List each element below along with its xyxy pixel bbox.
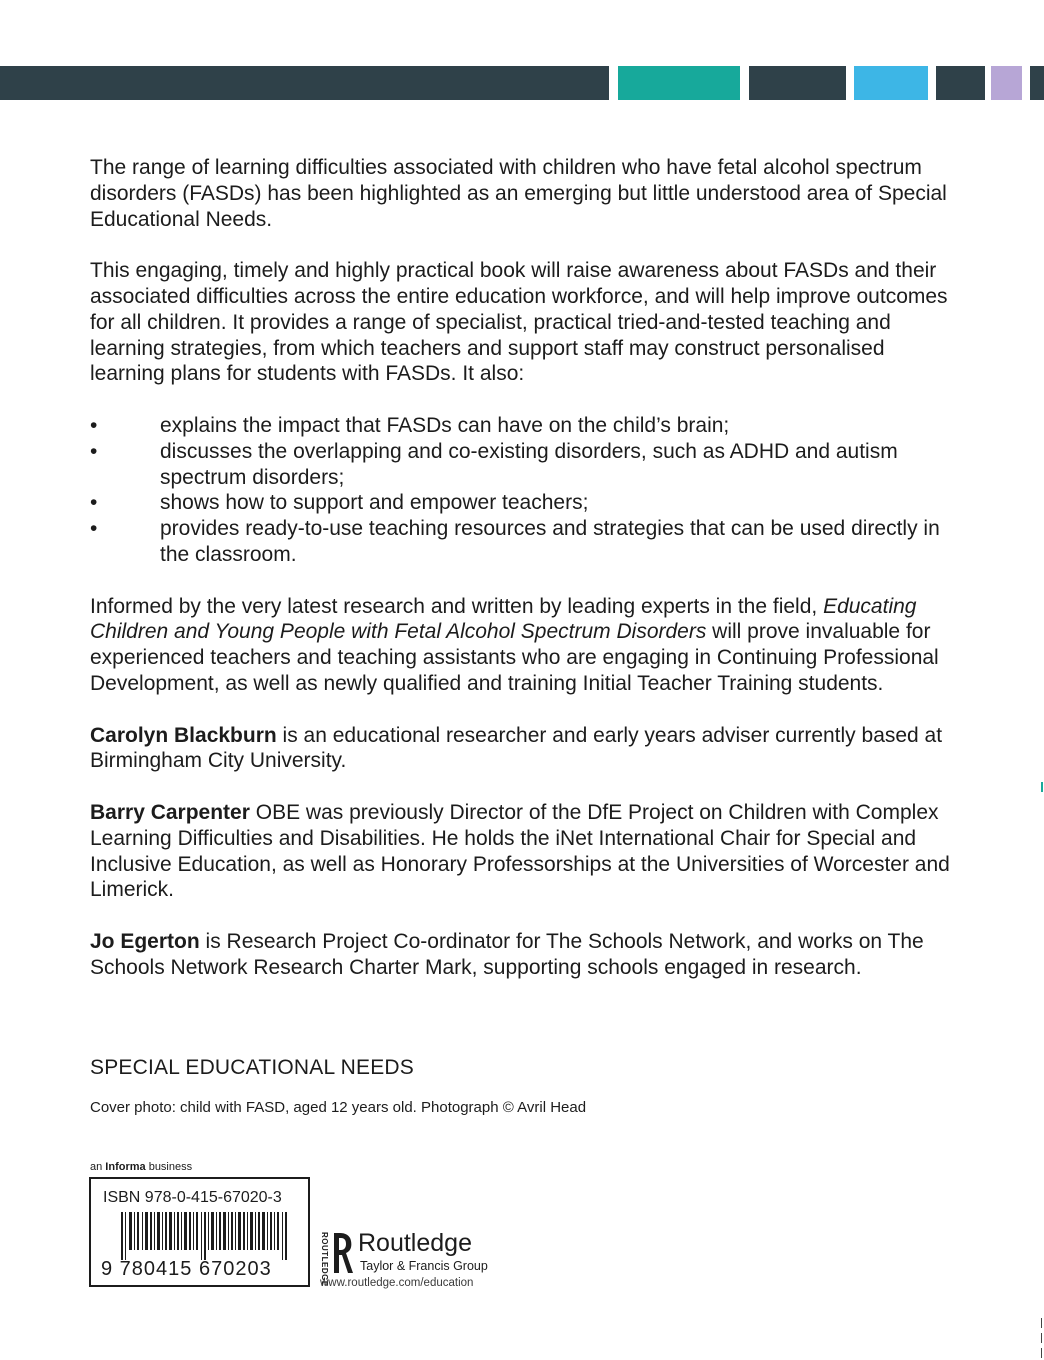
bullet-glyph: • xyxy=(90,491,98,515)
author-bio: Carolyn Blackburn is an educational researcher and early years adviser currently based at Birmingham City University. xyxy=(90,723,943,773)
publisher-url: www.routledge.com/education xyxy=(320,1277,474,1289)
color-bar-segment-dark-2 xyxy=(749,66,846,100)
edge-mark xyxy=(1041,1333,1042,1343)
photo-credit: Cover photo: child with FASD, aged 12 years old. Photograph © Avril Head xyxy=(90,1099,587,1116)
author-name: Jo Egerton xyxy=(90,929,200,953)
list-item: • explains the impact that FASDs can have on the child’s brain; xyxy=(90,413,730,437)
isbn-barcode-box xyxy=(89,1177,310,1287)
edge-mark xyxy=(1041,1348,1042,1358)
isbn-number: ISBN 978-0-415-67020-3 xyxy=(103,1189,282,1206)
routledge-spine-text: ROUTLEDGE xyxy=(320,1232,329,1287)
series-label: SPECIAL EDUCATIONAL NEEDS xyxy=(90,1056,414,1079)
bullet-glyph: • xyxy=(90,517,98,541)
color-bar-segment-teal xyxy=(618,66,740,100)
author-bio: Barry Carpenter OBE was previously Director of the DfE Project on Children with Complex Learning Difficulties and Disabilities. He holds the iNet International Chair for Special and Inclusive Education, as well as Honorary Professorships at the Universities of Worcester and Limerick. xyxy=(90,800,950,902)
bullet-glyph: • xyxy=(90,413,98,437)
publisher-name: Routledge xyxy=(358,1229,472,1257)
publisher-group: Taylor & Francis Group xyxy=(360,1259,488,1273)
edge-mark xyxy=(1041,1318,1042,1328)
barcode-digits: 9 780415 670203 xyxy=(101,1258,272,1280)
informed-paragraph: Informed by the very latest research and written by leading experts in the field, Educating Children and Young People with Fetal Alcohol Spectrum Disorders will prove invaluable for experienced teachers and teaching assistants who are engaging in Continuing Professional Development, as well as newly qualified and training Initial Teacher Training students. xyxy=(90,594,939,695)
book-description-paragraph: This engaging, timely and highly practical book will raise awareness about FASDs and their associated difficulties across the entire education workforce, and will help improve outcomes for all children. It provides a range of specialist, practical tried-and-tested teaching and learning strategies, from which teachers and support staff may construct personalised learning plans for students with FASDs. It also: xyxy=(90,259,948,386)
edge-mark xyxy=(1041,782,1043,792)
intro-paragraph: The range of learning difficulties associated with children who have fetal alcohol spectrum disorders (FASDs) has been highlighted as an emerging but little understood area of Special Educational Needs. xyxy=(90,156,947,231)
color-bar-segment-dark-1 xyxy=(0,66,609,100)
list-item: • discusses the overlapping and co-existing disorders, such as ADHD and autism spectrum disorders; xyxy=(90,439,898,489)
color-bar-segment-dark-3 xyxy=(936,66,985,100)
list-item: • provides ready-to-use teaching resources and strategies that can be used directly in the classroom. xyxy=(90,517,940,566)
author-bio: Jo Egerton is Research Project Co-ordinator for The Schools Network, and works on The Schools Network Research Charter Mark, supporting schools engaged in research. xyxy=(90,929,924,979)
routledge-logo-icon xyxy=(330,1229,354,1277)
author-name: Barry Carpenter xyxy=(90,800,250,824)
informa-business-label: an Informa business xyxy=(90,1161,193,1173)
color-bar-segment-blue xyxy=(854,66,928,100)
back-cover-text xyxy=(90,155,960,1006)
bullet-glyph: • xyxy=(90,439,98,463)
color-bar-segment-lavender xyxy=(991,66,1022,100)
book-title: Educating Children and Young People with Fetal Alcohol Spectrum Disorders xyxy=(90,594,917,644)
feature-list xyxy=(90,413,960,568)
color-bar-segment-dark-4 xyxy=(1030,66,1044,100)
author-name: Carolyn Blackburn xyxy=(90,723,277,747)
barcode-icon xyxy=(121,1212,291,1260)
list-item: • shows how to support and empower teachers; xyxy=(90,491,589,515)
